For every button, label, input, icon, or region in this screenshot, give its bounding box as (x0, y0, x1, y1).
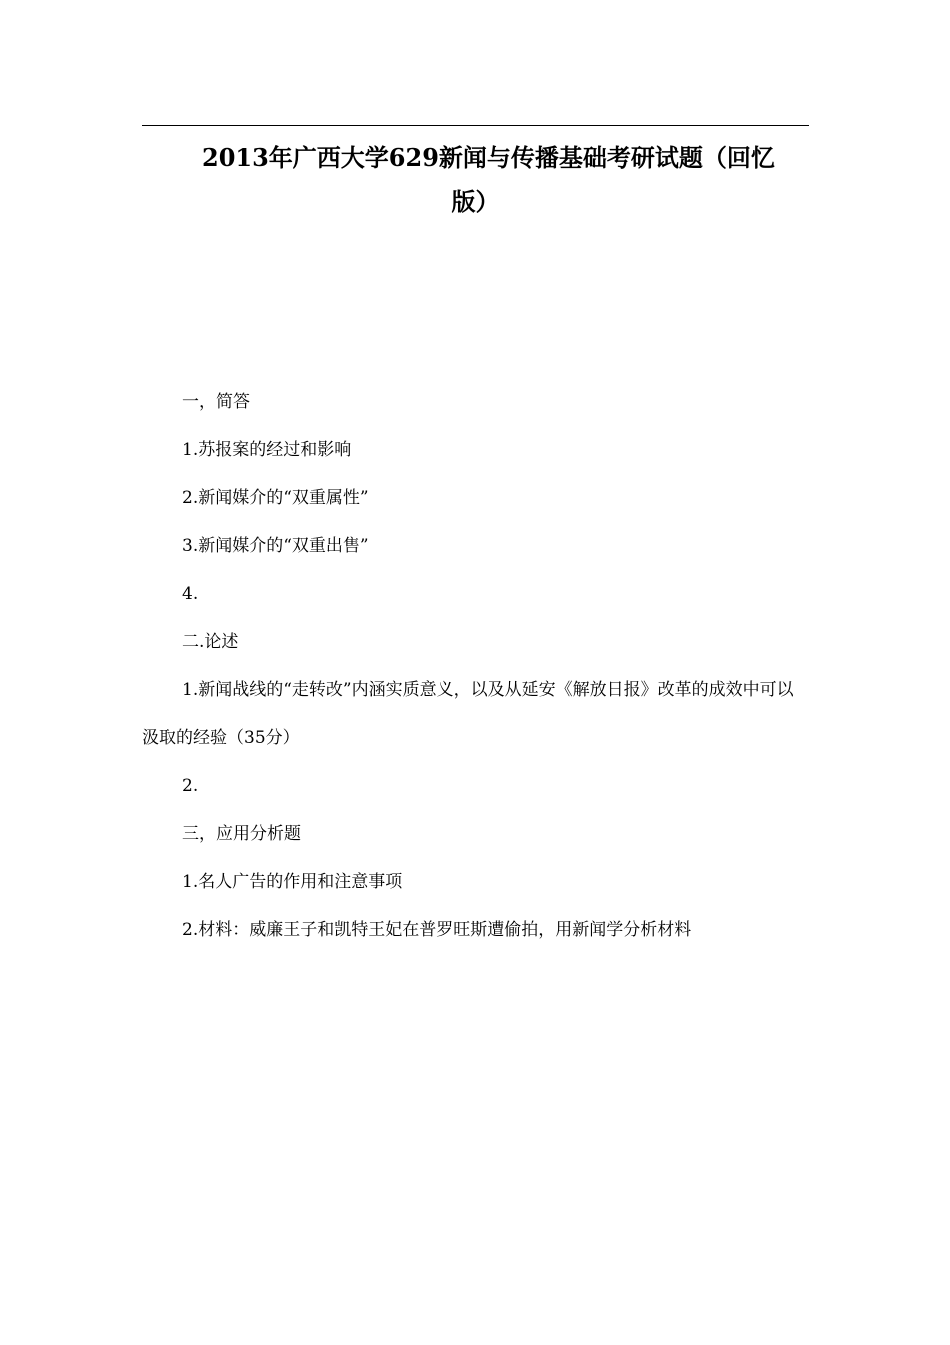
question-item: 2.材料：威廉王子和凯特王妃在普罗旺斯遭偷拍，用新闻学分析材料 (182, 920, 692, 940)
document-body (142, 378, 809, 954)
section-heading-essay: 二.论述 (182, 632, 239, 652)
header-rule (142, 125, 809, 126)
document-title-line-2: 版） (451, 187, 500, 216)
document-title-line-1: 2013年广西大学629新闻与传播基础考研试题（回忆 (202, 143, 775, 172)
question-item: 2.新闻媒介的“双重属性” (182, 488, 369, 508)
question-item: 1.名人广告的作用和注意事项 (182, 872, 403, 892)
section-heading-short-answer: 一，简答 (182, 392, 250, 412)
section-heading-applied-analysis: 三，应用分析题 (182, 824, 301, 844)
question-item: 3.新闻媒介的“双重出售” (182, 536, 369, 556)
document-title (142, 136, 809, 224)
question-item: 2. (182, 776, 199, 796)
question-item: 4. (182, 584, 199, 604)
question-item: 1.苏报案的经过和影响 (182, 440, 352, 460)
question-item: 1.新闻战线的“走转改”内涵实质意义，以及从延安《解放日报》改革的成效中可以汲取的经验（35分） (142, 680, 794, 748)
